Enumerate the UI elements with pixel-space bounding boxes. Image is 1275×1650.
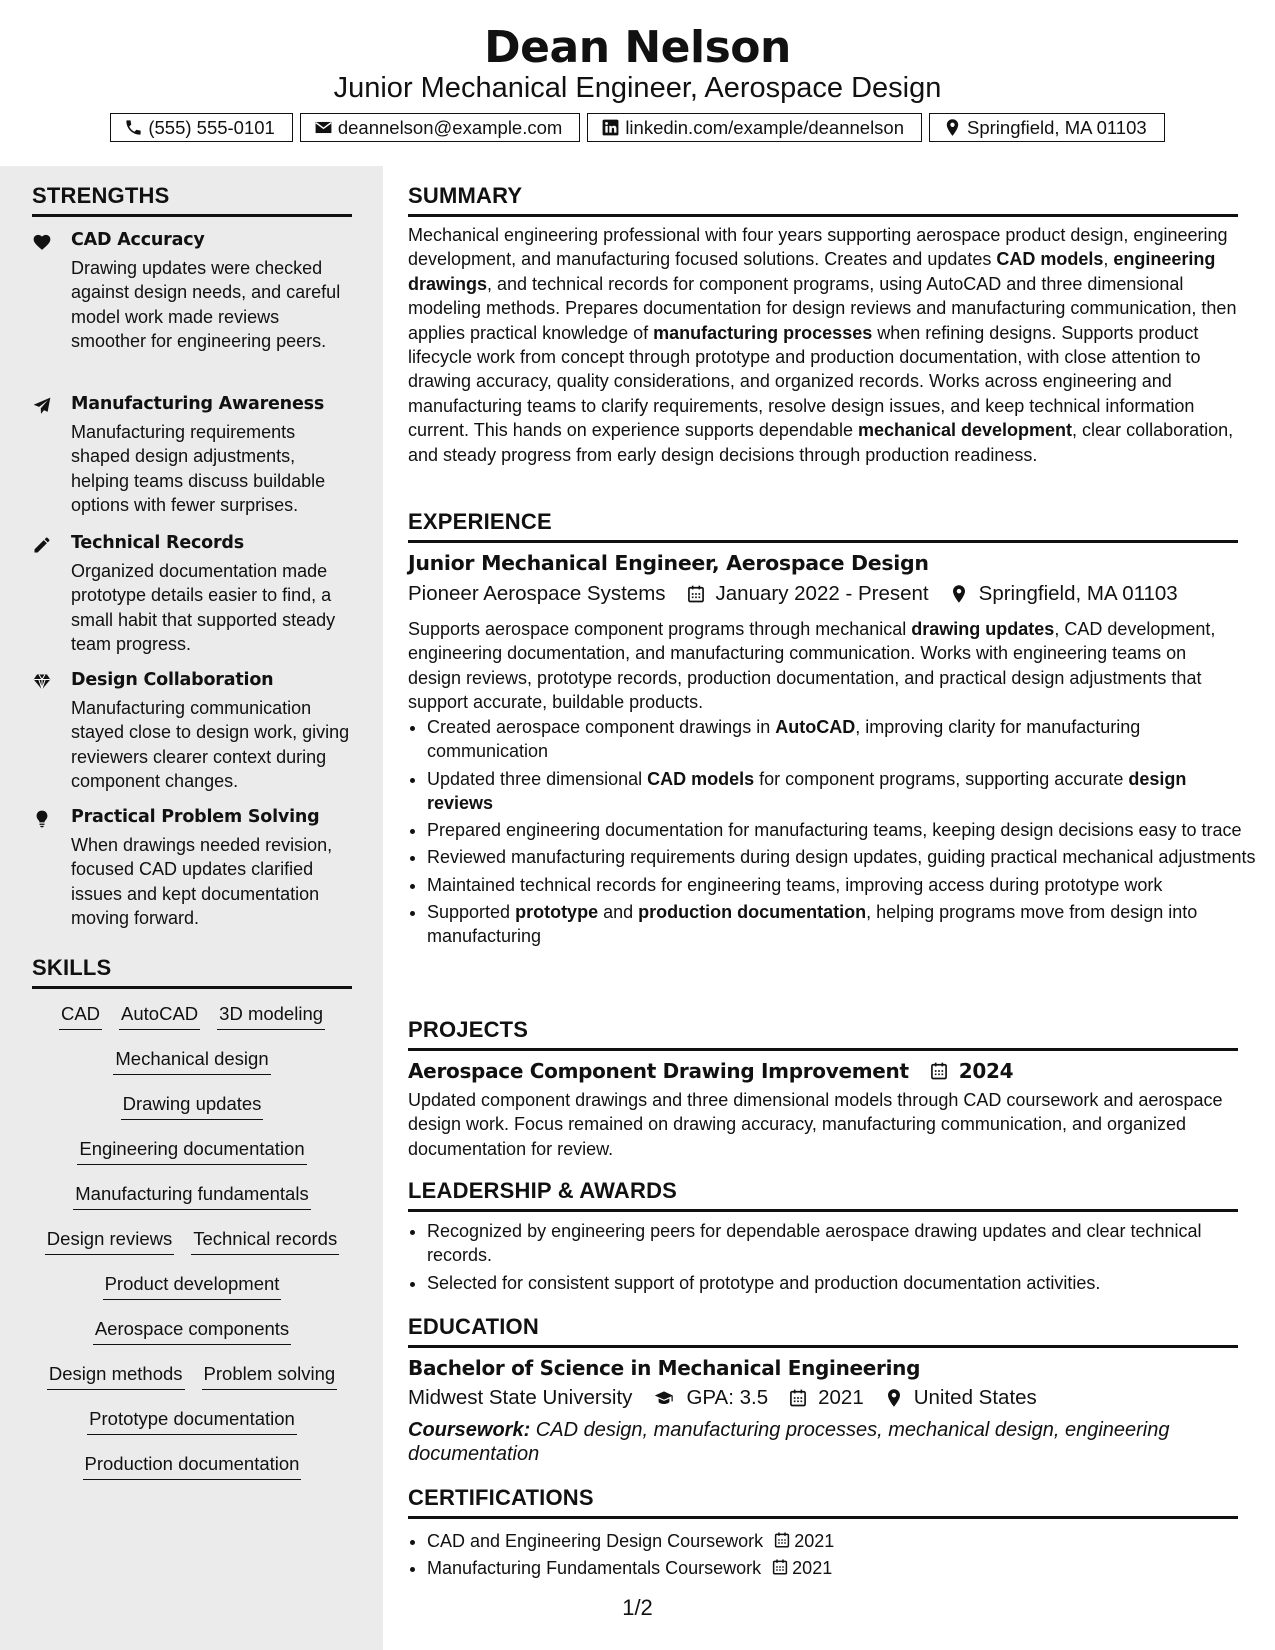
skill-tag: Manufacturing fundamentals [73, 1183, 310, 1210]
emphasis-text: CAD models [996, 249, 1104, 270]
skill-row [32, 1273, 352, 1318]
education-year: 2021 [818, 1386, 864, 1409]
coursework-label: Coursework: [408, 1419, 531, 1441]
text-run: Supported [427, 901, 516, 922]
pencil-icon [32, 535, 52, 555]
skill-row [32, 1228, 352, 1273]
candidate-name: Dean Nelson [484, 22, 791, 73]
contact-location-text: Springfield, MA 01103 [967, 116, 1147, 138]
map-pin-icon [943, 118, 962, 137]
emphasis-text: engineering drawings [408, 249, 1216, 294]
skill-tag: Aerospace components [93, 1318, 291, 1345]
education-location: United States [913, 1386, 1037, 1409]
emphasis-text: manufacturing processes [653, 322, 873, 343]
job-dates: January 2022 - Present [715, 582, 929, 605]
text-run: Supports aerospace component programs through mechanical [408, 619, 912, 639]
paper-plane-icon [32, 396, 52, 416]
skill-row [32, 1183, 352, 1228]
calendar-icon [686, 584, 706, 604]
skill-tag: Technical records [191, 1228, 339, 1255]
project-title: Aerospace Component Drawing Improvement [408, 1059, 909, 1083]
skill-row [32, 1093, 352, 1138]
page-number: 1/2 [622, 1595, 653, 1620]
project-year: 2024 [958, 1059, 1014, 1083]
emphasis-text: design reviews [427, 768, 1187, 814]
strength-text: Drawing updates were checked against design needs, and careful model work made reviews smoother for engineering peers. [71, 258, 341, 351]
strength-title: Design Collaboration [71, 670, 274, 690]
job-meta [408, 582, 1178, 606]
education-coursework [408, 1418, 1238, 1466]
skill-tag: Design reviews [45, 1228, 174, 1255]
leadership-bullets [408, 1219, 1257, 1298]
heart-icon [32, 232, 52, 252]
emphasis-text: CAD models [647, 768, 755, 789]
skill-tag: CAD [59, 1003, 102, 1030]
emphasis-text: drawing updates [911, 619, 1055, 639]
text-run: and [598, 901, 639, 922]
job-description [408, 617, 1238, 715]
leadership-bullet: • Selected for consistent support of prototype and production documentation activities. [427, 1271, 1257, 1295]
text-run: Prepared engineering documentation for manufacturing teams, keeping design decisions easy to trace [427, 820, 1242, 841]
job-bullet [427, 900, 1257, 949]
education-heading: EDUCATION [408, 1314, 1238, 1348]
skill-row [32, 1003, 352, 1048]
calendar-icon [929, 1061, 949, 1081]
strength-title: Manufacturing Awareness [71, 394, 325, 414]
contact-email-text: deannelson@example.com [337, 116, 563, 138]
school-name: Midwest State University [408, 1386, 633, 1409]
calendar-icon [773, 1531, 791, 1549]
leadership-bullet: • Recognized by engineering peers for dependable aerospace drawing updates and clear technical records. [427, 1219, 1257, 1268]
text-run: Mechanical engineering professional with four years supporting aerospace product design, engineering development, and manufacturing focused solutions. Creates and updates [408, 225, 1228, 270]
linkedin-icon [601, 118, 620, 137]
strength-text: Manufacturing requirements shaped design adjustments, helping teams discuss buildable options with fewer surprises. [71, 422, 326, 515]
contact-phone[interactable] [110, 113, 293, 142]
strength-text: Manufacturing communication stayed close to design work, giving reviewers clearer context during component changes. [71, 698, 350, 791]
skill-tag: Design methods [47, 1363, 185, 1390]
text-run: Maintained technical records for engineering teams, improving access during prototype work [427, 874, 1163, 895]
skill-row [32, 1453, 352, 1498]
skill-tag: Prototype documentation [87, 1408, 297, 1435]
job-bullet [427, 715, 1257, 764]
skills-list [32, 1003, 352, 1498]
map-pin-icon [884, 1388, 904, 1408]
skill-tag: Mechanical design [113, 1048, 270, 1075]
job-bullet [427, 767, 1257, 816]
certification-year: 2021 [792, 1558, 833, 1579]
text-run: , helping programs move from design into manufacturing [427, 901, 1198, 947]
strengths-heading: STRENGTHS [32, 183, 352, 217]
emphasis-text: mechanical development [857, 420, 1073, 441]
skill-tag: AutoCAD [119, 1003, 200, 1030]
certification-item [427, 1556, 1257, 1580]
job-title: Junior Mechanical Engineer, Aerospace Design [408, 551, 929, 575]
certification-name: Manufacturing Fundamentals Coursework [427, 1558, 762, 1579]
calendar-icon [771, 1558, 789, 1576]
certifications-list [408, 1529, 1257, 1583]
skill-row [32, 1363, 352, 1408]
text-run: Updated three dimensional [427, 768, 648, 789]
skill-tag: Drawing updates [121, 1093, 264, 1120]
lightbulb-icon [32, 809, 52, 829]
contact-bar [0, 113, 1275, 142]
emphasis-text: AutoCAD [775, 717, 856, 737]
skill-row [32, 1048, 352, 1093]
text-run: , improving clarity for manufacturing communication [427, 717, 1141, 762]
job-bullet [427, 873, 1257, 897]
skill-tag: 3D modeling [217, 1003, 325, 1030]
job-bullet [427, 845, 1257, 869]
certification-name: CAD and Engineering Design Coursework [427, 1531, 764, 1551]
text-run: for component programs, supporting accurate [754, 768, 1129, 789]
calendar-icon [788, 1388, 808, 1408]
projects-heading: PROJECTS [408, 1017, 1238, 1051]
contact-linkedin-text: linkedin.com/example/deannelson [625, 116, 905, 138]
strength-title: Technical Records [71, 533, 244, 553]
skills-heading: SKILLS [32, 955, 352, 989]
leadership-heading: LEADERSHIP & AWARDS [408, 1178, 1238, 1212]
skill-row [32, 1408, 352, 1453]
text-run: , and technical records for component programs, using AutoCAD and three dimensional modeling methods. Prepares documentation for design reviews and manufacturing communication, then applies practical knowledge of [408, 273, 1237, 343]
contact-location[interactable] [929, 113, 1165, 142]
strength-title: CAD Accuracy [71, 230, 205, 250]
contact-phone-text: (555) 555-0101 [148, 116, 275, 138]
text-run: , clear collaboration, and steady progress from early design decisions through production readiness. [408, 420, 1234, 465]
education-meta [408, 1386, 1037, 1410]
job-bullet [427, 818, 1257, 842]
project-description: Updated component drawings and three dimensional models through CAD coursework and aerospace design work. Focus remained on drawing accuracy, manufacturing communication, and organized documentation for review. [408, 1090, 1223, 1159]
summary-text [408, 223, 1238, 467]
skill-row [32, 1138, 352, 1183]
certifications-heading: CERTIFICATIONS [408, 1485, 1238, 1519]
text-run: when refining designs. Supports product lifecycle work from concept through prototype and production documentation, with close attention to drawing accuracy, quality considerations, and organized records. Works across engineering and manufacturing teams to clarify requirements, resolve design issues, and keep technical information current. This hands on experience supports dependable [408, 322, 1201, 441]
skill-tag: Problem solving [202, 1363, 338, 1390]
contact-linkedin[interactable] [587, 113, 922, 142]
skill-row [32, 1318, 352, 1363]
certification-year: 2021 [794, 1531, 835, 1551]
project-header [408, 1059, 1013, 1083]
coursework-text: CAD design, manufacturing processes, mechanical design, engineering documentation [408, 1419, 1170, 1465]
experience-heading: EXPERIENCE [408, 509, 1238, 543]
strength-text: When drawings needed revision, focused CAD updates clarified issues and kept documentation moving forward. [71, 835, 333, 928]
strength-title: Practical Problem Solving [71, 807, 320, 827]
job-bullets [408, 715, 1257, 951]
strength-text: Organized documentation made prototype details easier to find, a small habit that supported steady team progress. [71, 561, 336, 654]
envelope-icon [314, 118, 333, 137]
summary-heading: SUMMARY [408, 183, 1238, 217]
degree-title: Bachelor of Science in Mechanical Engineering [408, 1356, 921, 1380]
emphasis-text: production documentation [638, 901, 867, 922]
contact-email[interactable] [300, 113, 580, 142]
skill-tag: Engineering documentation [77, 1138, 306, 1165]
map-pin-icon [949, 584, 969, 604]
text-run: , [1103, 249, 1114, 270]
certification-item [427, 1529, 1257, 1553]
candidate-title: Junior Mechanical Engineer, Aerospace Design [333, 72, 942, 104]
text-run: Reviewed manufacturing requirements during design updates, guiding practical mechanical adjustments [427, 847, 1256, 868]
skill-tag: Production documentation [83, 1453, 302, 1480]
text-run: Created aerospace component drawings in [427, 717, 776, 737]
skill-tag: Product development [103, 1273, 282, 1300]
gem-icon [32, 672, 52, 692]
text-run: , CAD development, engineering documentation, and manufacturing communication. Works with engineering teams on design reviews, prototype records, production documentation, and practical design adjustments that support accurate, buildable products. [408, 619, 1216, 713]
company-name: Pioneer Aerospace Systems [408, 582, 666, 605]
job-location: Springfield, MA 01103 [978, 582, 1178, 605]
graduation-cap-icon [652, 1388, 676, 1408]
emphasis-text: prototype [515, 901, 599, 922]
education-gpa: GPA: 3.5 [686, 1386, 769, 1409]
phone-icon [124, 118, 143, 137]
